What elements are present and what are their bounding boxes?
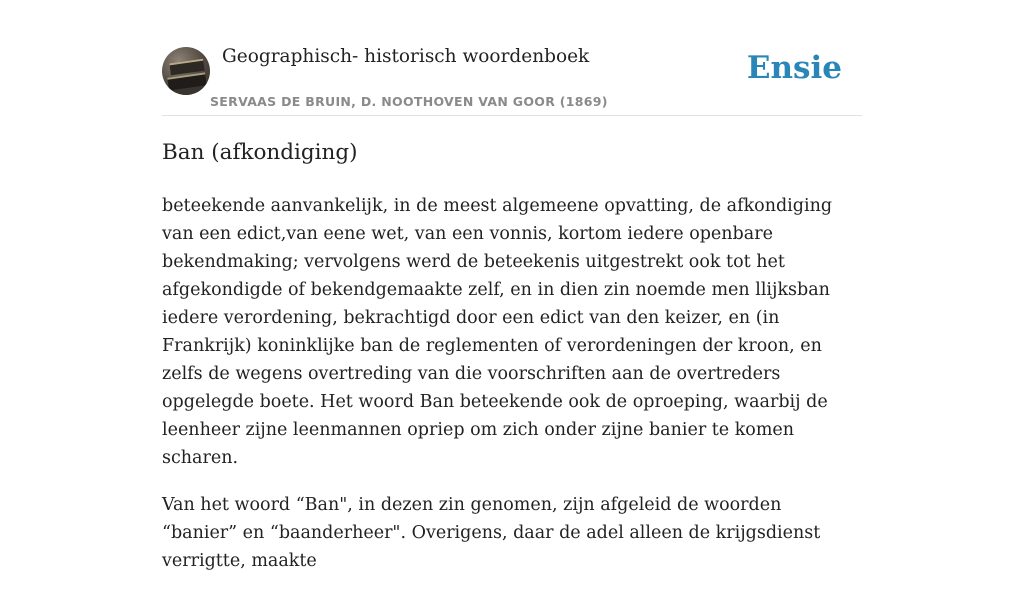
book-authors: SERVAAS DE BRUIN, D. NOOTHOVEN VAN GOOR (1869) bbox=[210, 94, 608, 109]
book-title-link[interactable]: Geographisch- historisch woordenboek bbox=[222, 46, 590, 67]
book-cover-thumbnail[interactable] bbox=[162, 47, 210, 95]
page bbox=[162, 0, 862, 571]
brand-logo-link[interactable]: Ensie bbox=[746, 50, 842, 86]
entry-title: Ban (afkondiging) bbox=[162, 140, 358, 165]
book-header bbox=[162, 0, 862, 116]
entry-paragraph: Van het woord “Ban", in dezen zin genomen, zijn afgeleid de woorden “banier” en “baanderheer". Overigens, daar de adel alleen de krijgsdienst verrigtte, maakte bbox=[162, 495, 821, 571]
entry-body bbox=[162, 192, 862, 594]
entry-paragraph: beteekende aanvankelijk, in de meest algemeene opvatting, de afkondiging van een edict,van eene wet, van een vonnis, kortom iedere openbare bekendmaking; vervolgens werd de beteekenis uitgestrekt ook tot het afgekondigde of bekendgemaakte zelf, en in dien zin noemde men llijksban iedere verordening, bekrachtigd door een edict van den keizer, en (in Frankrijk) koninklijke ban de reglementen of verordeningen der kroon, en zelfs de wegens overtreding van die voorschriften aan de overtreders opgelegde boete. Het woord Ban beteekende ook de oproeping, waarbij de leenheer zijne leenmannen opriep om zich onder zijne banier te komen scharen. bbox=[162, 196, 833, 468]
